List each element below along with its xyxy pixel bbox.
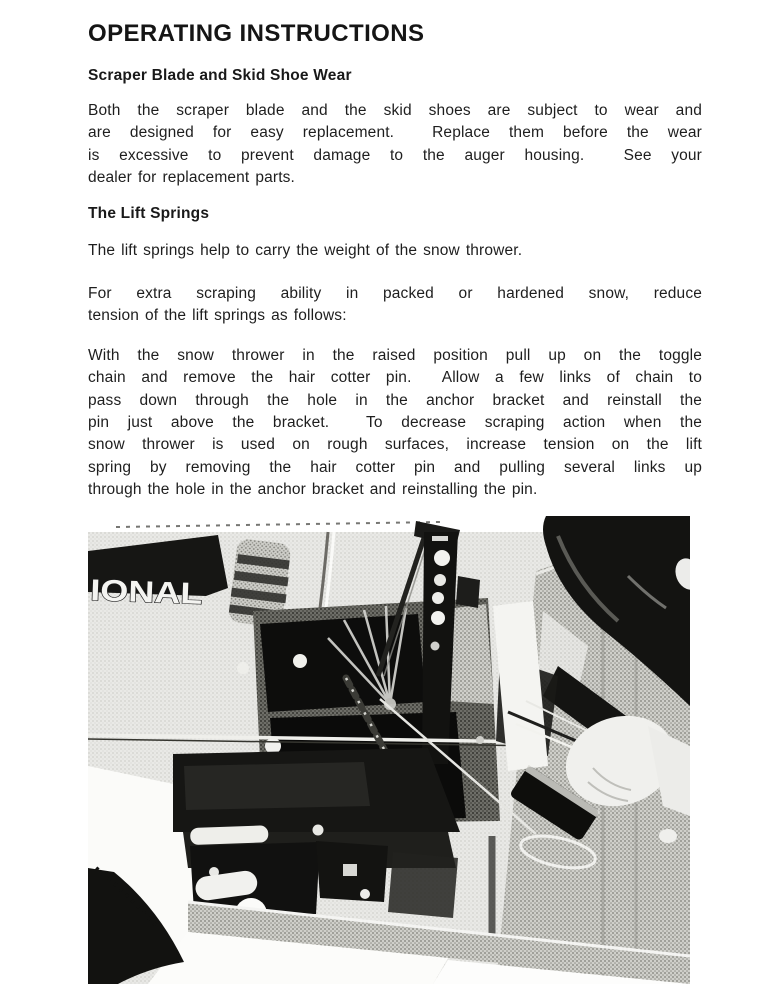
- paragraph-extra-scraping: For extra scraping ability in packed or hardened snow, reduce tension of the lift springs as follows:: [88, 285, 702, 325]
- heading-scraper-blade: Scraper Blade and Skid Shoe Wear: [88, 67, 352, 84]
- frame-hardware: [173, 748, 460, 930]
- handle-capsule: [190, 825, 269, 845]
- instruction-photo: [88, 516, 690, 984]
- bolt-head: [293, 654, 307, 668]
- halftone-photo-svg: [88, 516, 690, 984]
- paragraph-lift-springs: The lift springs help to carry the weight of the snow thrower.: [88, 241, 523, 259]
- lift-arm-hole: [432, 592, 444, 604]
- paragraph-scraper-wear: Both the scraper blade and the skid shoes are subject to wear and are designed for easy replacement. Replace them before the wear is excessive to prevent damage to the auger housing. See your dealer for replacement parts.: [88, 102, 702, 187]
- panel-bolt: [659, 829, 677, 843]
- lift-arm-hole: [431, 641, 440, 650]
- lift-arm-hole: [431, 611, 445, 625]
- paragraph-toggle-chain: With the snow thrower in the raised position pull up on the toggle chain and remove the hair cotter pin. Allow a few links of chain to pass down through the hole in the anchor bracket and reinstall the pin just above the bracket. To decrease scraping action when the snow thrower is used on rough surfaces, increase tension on the lift spring by removing the hair cotter pin and pulling several links up through the hole in the anchor bracket and reinstalling the pin.: [88, 346, 702, 499]
- bolt-head: [237, 662, 249, 674]
- page-title: OPERATING INSTRUCTIONS: [88, 20, 425, 47]
- heading-lift-springs: The Lift Springs: [88, 204, 210, 222]
- lift-arm-hole: [434, 550, 450, 566]
- lift-arm-hole: [434, 574, 446, 586]
- brand-logo-text: IONAL: [89, 573, 185, 610]
